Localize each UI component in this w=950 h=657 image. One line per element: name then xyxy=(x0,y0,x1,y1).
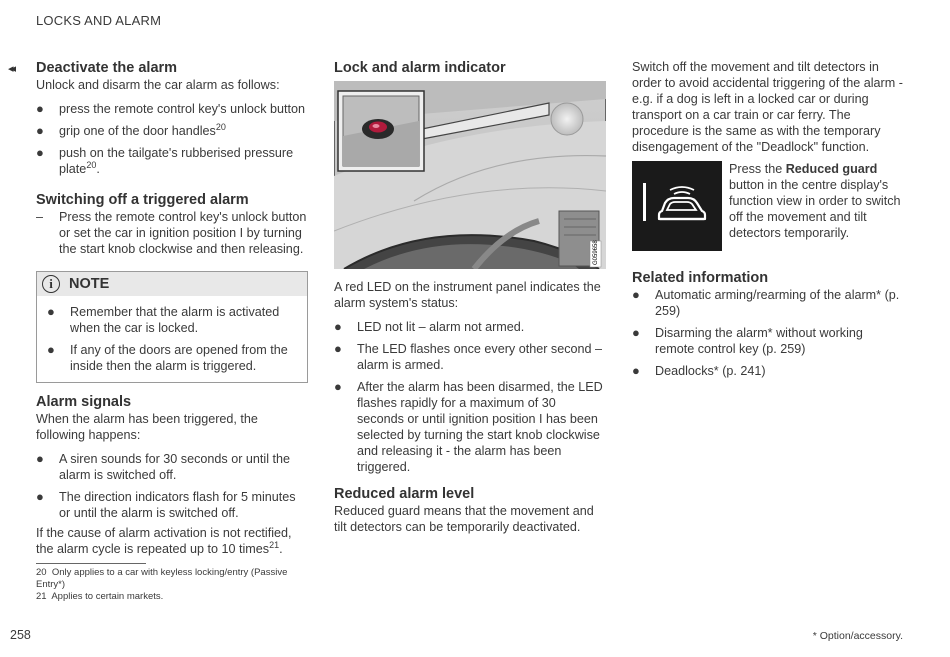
related-link[interactable]: ● Disarming the alarm* without working remote control key (p. 259) xyxy=(632,325,863,356)
list-item: ● After the alarm has been disarmed, the LED flashes rapidly for a maximum of 30 seconds or until ignition position I has been selected by turning the start knob clockwise and releasing it - the alarm has been triggered. xyxy=(334,379,603,474)
footnote: 20 Only applies to a car with keyless locking/entry (Passive Entry*) xyxy=(36,567,288,590)
list-item: ● press the remote control key's unlock button xyxy=(36,101,306,116)
footnote-ref[interactable]: 20 xyxy=(215,121,226,132)
bullet-icon: ● xyxy=(334,379,342,394)
reduced-guard-button-icon[interactable] xyxy=(632,161,722,251)
bullet-icon: ● xyxy=(47,304,55,319)
info-icon: i xyxy=(42,275,60,293)
footnote: 21 Applies to certain markets. xyxy=(36,591,164,602)
reduced-guard-label: Reduced guard xyxy=(785,162,878,176)
bullet-icon: ● xyxy=(334,341,342,356)
indicator-heading: Lock and alarm indicator xyxy=(334,60,506,76)
note-title: NOTE xyxy=(69,276,110,292)
bullet-icon: ● xyxy=(36,101,44,116)
switching-heading: Switching off a triggered alarm xyxy=(36,192,249,208)
footnote-divider xyxy=(36,563,146,564)
bullet-icon: ● xyxy=(36,451,44,466)
footnote-ref[interactable]: 21 xyxy=(269,539,280,550)
alarm-signals-intro: When the alarm has been triggered, the following happens: xyxy=(36,412,258,442)
list-item: ● The LED flashes once every other second – alarm is armed. xyxy=(334,341,603,372)
alarm-cycle-text: If the cause of alarm activation is not rectified, the alarm cycle is repeated up to 10 times$^{21}$. xyxy=(36,526,292,556)
image-code: G059658 xyxy=(593,240,599,265)
bullet-icon: ● xyxy=(36,489,44,504)
bullet-icon: ● xyxy=(632,363,640,378)
related-info-heading: Related information xyxy=(632,270,769,286)
related-link[interactable]: ● Deadlocks* (p. 241) xyxy=(632,363,766,378)
reduced-guard-instruction: Press the Reduced guard button in the centre display's function view in order to switch off the movement and tilt detectors temporarily. xyxy=(729,162,901,240)
reduced-alarm-text: Reduced guard means that the movement and tilt detectors can be temporarily deactivated. xyxy=(334,504,594,534)
indicator-intro: A red LED on the instrument panel indicates the alarm system's status: xyxy=(334,280,601,310)
bullet-icon: ● xyxy=(36,123,44,138)
list-item: ● LED not lit – alarm not armed. xyxy=(334,319,525,334)
dash-marker: – xyxy=(36,210,44,224)
note-box xyxy=(36,271,308,383)
list-item: ● A siren sounds for 30 seconds or until the alarm is switched off. xyxy=(36,451,291,482)
bullet-icon: ● xyxy=(47,342,55,357)
note-header xyxy=(37,272,307,296)
footnote-ref[interactable]: 20 xyxy=(86,159,97,170)
related-link[interactable]: ● Automatic arming/rearming of the alarm* (p. 259) xyxy=(632,287,900,318)
list-item: ● push on the tailgate's rubberised pressure plate$^{20}$. xyxy=(36,145,294,176)
step-item: – Press the remote control key's unlock button or set the car in ignition position I by turning the start knob clockwise and then releasing. xyxy=(36,210,307,256)
bullet-icon: ● xyxy=(632,325,640,340)
note-body xyxy=(37,296,307,382)
footnotes xyxy=(36,563,308,603)
bullet-icon: ● xyxy=(632,287,640,302)
bullet-icon: ● xyxy=(36,145,44,160)
column-right xyxy=(632,59,904,379)
back-arrows-icon[interactable]: ◂◂ xyxy=(8,63,14,75)
detectors-intro: Switch off the movement and tilt detectors in order to avoid accidental triggering of the alarm - e.g. if a dog is left in a locked car or during transport on a car train or car ferry. The procedure is the same as with the temporary disengagement of the "Deadlock" function. xyxy=(632,60,903,154)
list-item: ● The direction indicators flash for 5 minutes or until the alarm is switched off. xyxy=(36,489,296,520)
reduced-guard-row xyxy=(632,161,904,251)
deactivate-intro: Unlock and disarm the car alarm as follows: xyxy=(36,78,280,92)
list-item: ● Remember that the alarm is activated when the car is locked. xyxy=(47,304,280,335)
section-header: LOCKS AND ALARM xyxy=(36,13,162,28)
dashboard-led-illustration xyxy=(334,81,606,269)
deactivate-heading: Deactivate the alarm xyxy=(36,60,178,76)
bullet-icon: ● xyxy=(334,319,342,334)
column-middle xyxy=(334,59,606,535)
column-left xyxy=(36,59,308,557)
page-number: 258 xyxy=(10,628,31,642)
alarm-signals-heading: Alarm signals xyxy=(36,394,132,410)
option-accessory-note: * Option/accessory. xyxy=(812,630,903,642)
reduced-alarm-heading: Reduced alarm level xyxy=(334,486,475,502)
list-item: ● If any of the doors are opened from the inside then the alarm is triggered. xyxy=(47,342,288,373)
list-item: ● grip one of the door handles$^{20}$ xyxy=(36,121,226,138)
